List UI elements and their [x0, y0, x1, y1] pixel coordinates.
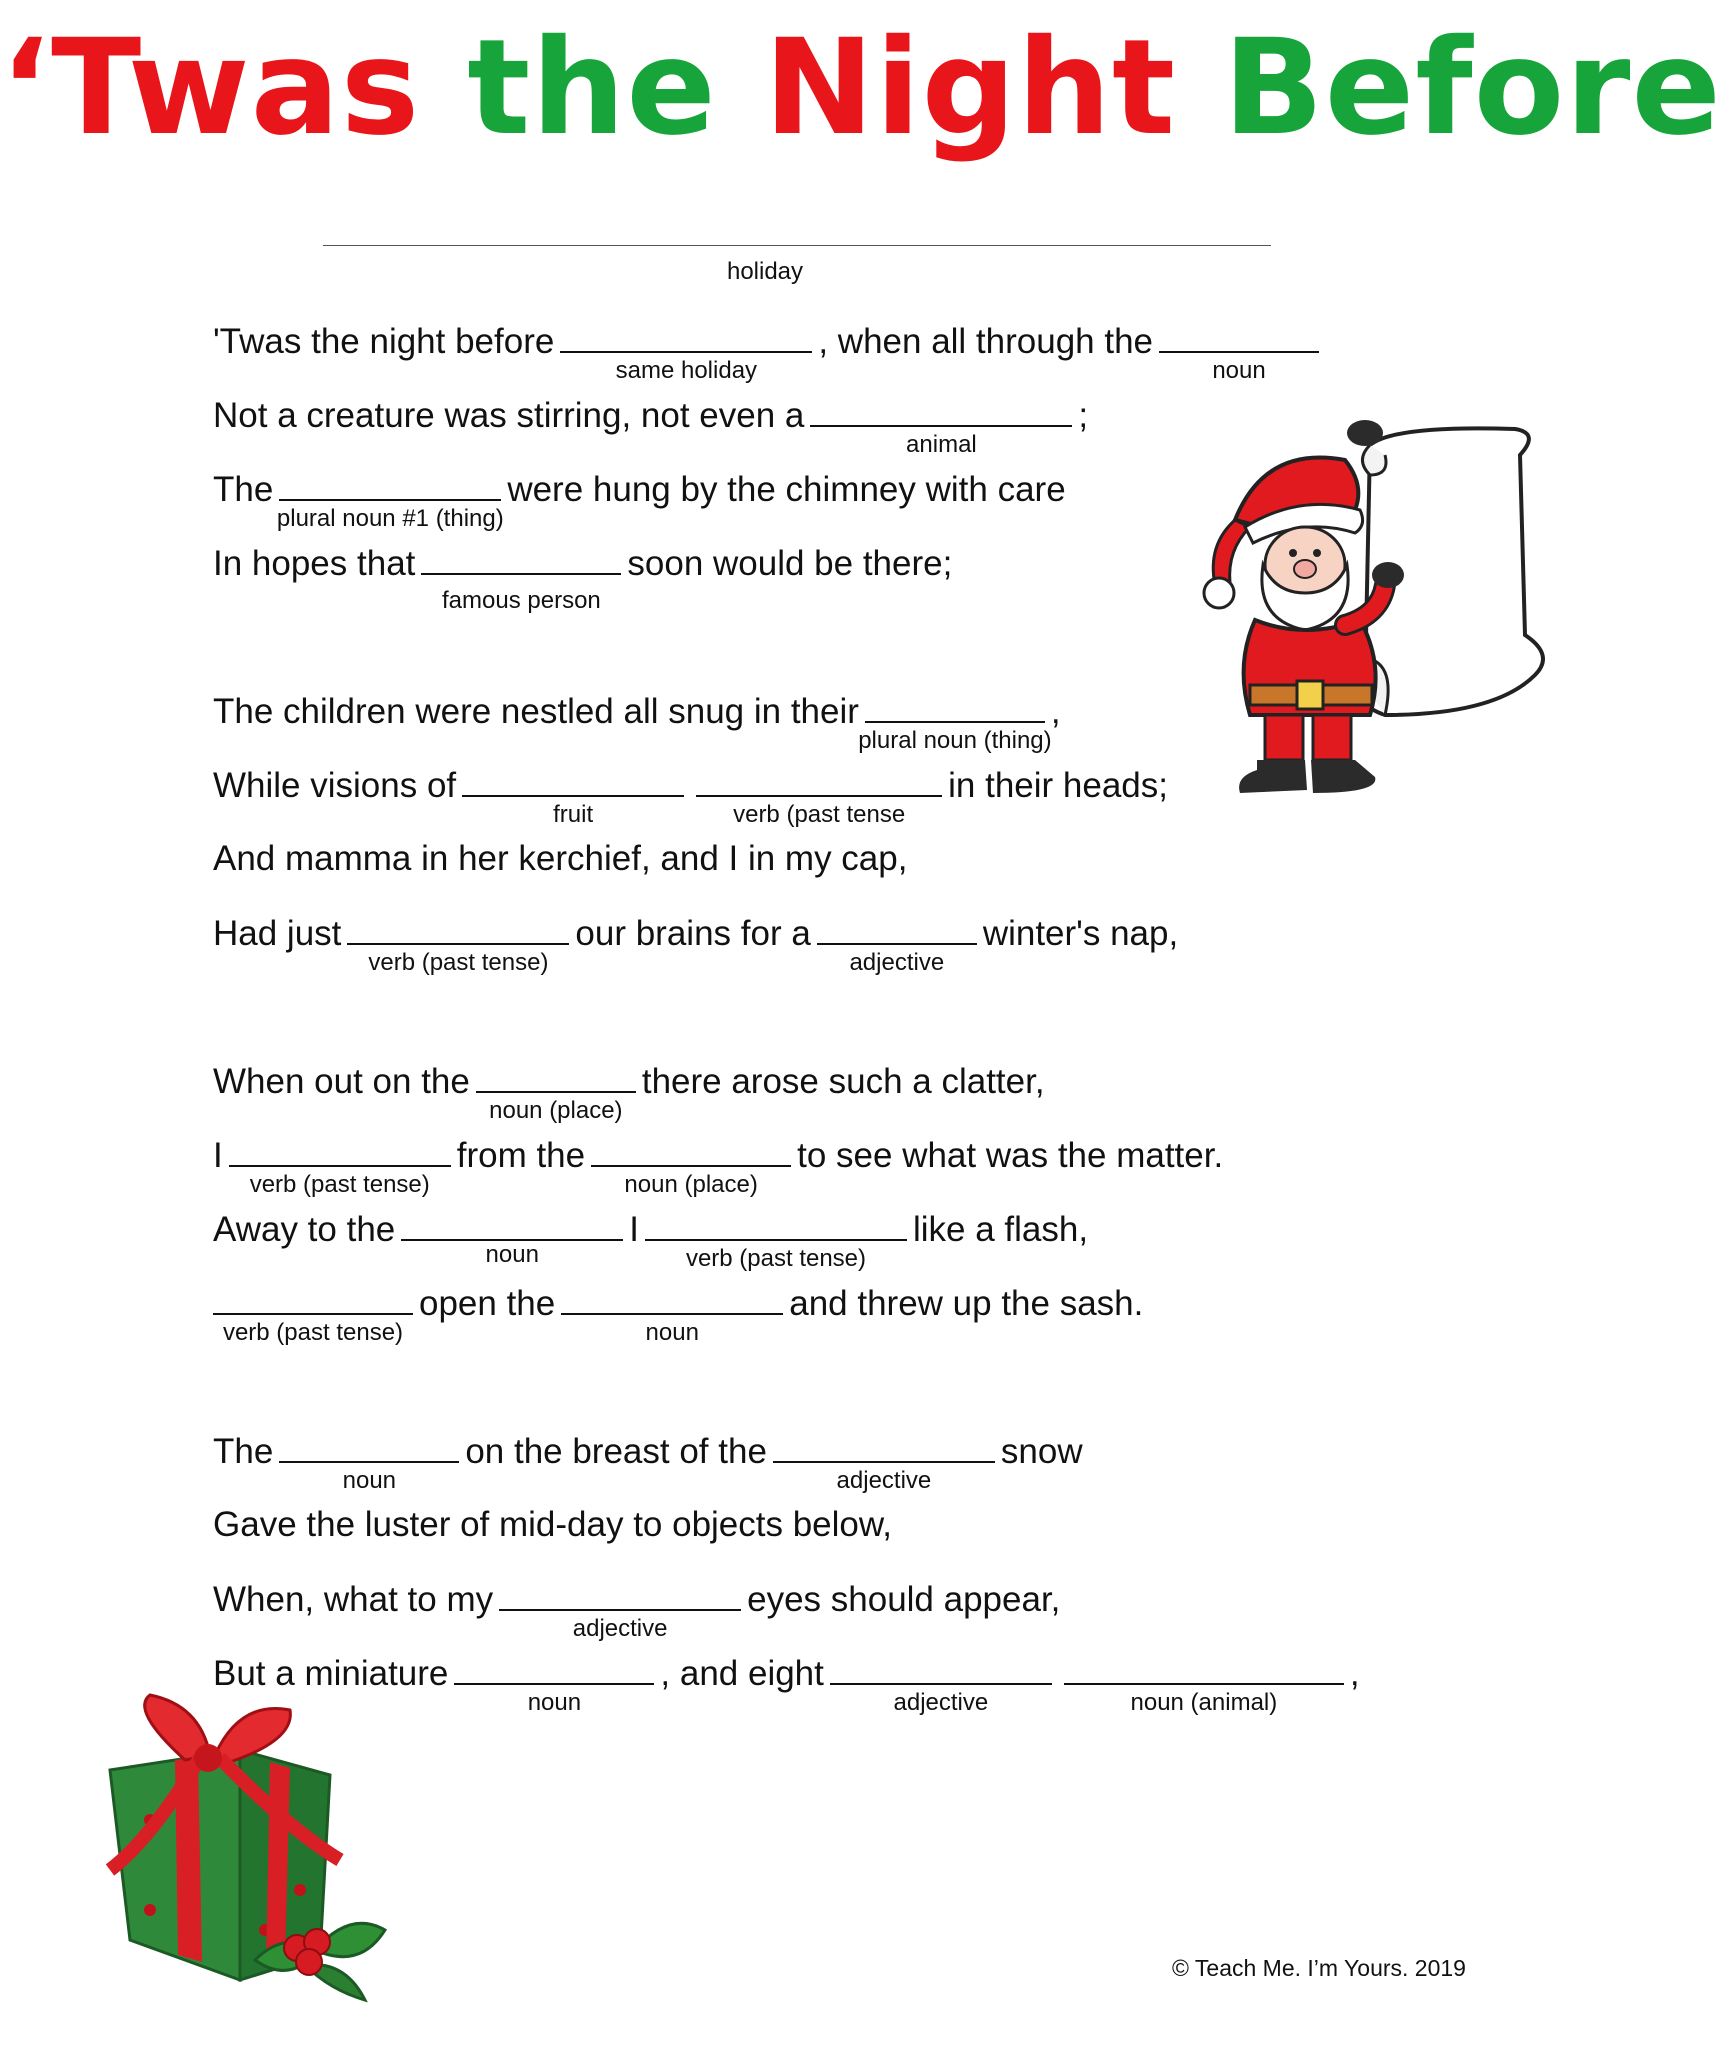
text: The	[213, 470, 274, 509]
blank-noun[interactable]	[454, 1655, 654, 1716]
blank-label: noun (place)	[489, 1097, 623, 1124]
blank-label: verb (past tense)	[249, 1171, 430, 1198]
text: Had just	[213, 914, 342, 953]
blank-verb-past[interactable]	[213, 1285, 413, 1346]
stanza4-line1	[213, 1432, 1083, 1494]
text: were hung by the chimney with care	[507, 470, 1066, 509]
stanza2-line1	[213, 692, 1061, 754]
text: But a miniature	[213, 1654, 449, 1693]
blank-label: noun	[1212, 357, 1266, 384]
stanza1-line1	[213, 322, 1325, 384]
blank-plural-noun[interactable]	[276, 471, 504, 532]
stanza1-line3	[213, 470, 1066, 532]
text: winter's nap,	[982, 914, 1179, 953]
blank-verb-past[interactable]	[229, 1137, 451, 1198]
text: ,	[1050, 692, 1061, 731]
stanza4-line2	[213, 1507, 892, 1542]
text: open the	[419, 1284, 556, 1323]
text: on the breast of the	[465, 1432, 767, 1471]
title-word-4: Before	[1223, 11, 1722, 165]
text: Gave the luster of mid-day to objects below,	[213, 1505, 892, 1544]
blank-label: noun	[645, 1319, 699, 1346]
blank-label: adjective	[836, 1467, 932, 1494]
blank-verb-past[interactable]	[645, 1211, 907, 1272]
holiday-label: holiday	[726, 258, 804, 285]
text: eyes should appear,	[747, 1580, 1061, 1619]
blank-adjective[interactable]	[773, 1433, 995, 1494]
text: ,	[1349, 1654, 1360, 1693]
blank-label: plural noun (thing)	[858, 727, 1052, 754]
blank-famous-person[interactable]	[421, 545, 621, 614]
text: our brains for a	[575, 914, 811, 953]
text: 'Twas the night before	[213, 322, 555, 361]
text: , and eight	[660, 1654, 824, 1693]
blank-label: adjective	[893, 1689, 989, 1716]
blank-noun[interactable]	[561, 1285, 783, 1346]
text: in their heads;	[948, 766, 1169, 805]
blank-label: fruit	[553, 801, 594, 828]
blank-label: plural noun #1 (thing)	[276, 505, 504, 532]
blank-adjective[interactable]	[817, 915, 977, 976]
text: soon would be there;	[627, 544, 953, 583]
text: The children were nestled all snug in their	[213, 692, 859, 731]
text: When out on the	[213, 1062, 470, 1101]
text: And mamma in her kerchief, and I in my cap,	[213, 839, 908, 878]
blank-noun-place[interactable]	[591, 1137, 791, 1198]
blank-label: verb (past tense	[733, 801, 906, 828]
blank-label: adjective	[849, 949, 945, 976]
text: I	[629, 1210, 639, 1249]
santa-with-scroll-icon	[1195, 415, 1545, 805]
text: from the	[456, 1136, 586, 1175]
blank-verb-past[interactable]	[347, 915, 569, 976]
copyright-footer: © Teach Me. I’m Yours. 2019	[1172, 1955, 1466, 1981]
holiday-blank[interactable]	[323, 245, 1271, 246]
blank-label: verb (past tense)	[222, 1319, 404, 1346]
blank-noun[interactable]	[401, 1211, 623, 1268]
blank-verb-past[interactable]	[696, 767, 942, 828]
blank-label: same holiday	[615, 357, 758, 384]
blank-label: noun	[342, 1467, 397, 1494]
text: When, what to my	[213, 1580, 494, 1619]
stanza2-line3	[213, 841, 907, 876]
text: The	[213, 1432, 274, 1471]
blank-adjective[interactable]	[499, 1581, 741, 1642]
page-title	[0, 11, 1722, 165]
title-word-1: ‘Twas	[0, 11, 421, 165]
text: to see what was the matter.	[797, 1136, 1224, 1175]
text: In hopes that	[213, 544, 416, 583]
blank-label: noun	[527, 1689, 582, 1716]
stanza3-line2	[213, 1136, 1224, 1198]
stanza4-line4	[213, 1654, 1360, 1716]
blank-same-holiday[interactable]	[560, 323, 812, 384]
blank-noun-place[interactable]	[476, 1063, 636, 1124]
text: While visions of	[213, 766, 457, 805]
stanza1-line4	[213, 544, 953, 614]
text: like a flash,	[912, 1210, 1089, 1249]
blank-label: famous person	[442, 587, 601, 614]
blank-label: verb (past tense)	[368, 949, 549, 976]
stanza1-line2	[213, 396, 1089, 458]
text: snow	[1000, 1432, 1083, 1471]
blank-plural-noun-thing[interactable]	[858, 693, 1052, 754]
text: there arose such a clatter,	[641, 1062, 1045, 1101]
stanza3-line3	[213, 1210, 1089, 1272]
blank-label: adjective	[572, 1615, 668, 1642]
text: and threw up the sash.	[789, 1284, 1144, 1323]
text: I	[213, 1136, 223, 1175]
blank-label: noun (animal)	[1130, 1689, 1278, 1716]
text: ;	[1078, 396, 1089, 435]
stanza2-line4	[213, 914, 1179, 976]
text: Not a creature was stirring, not even a	[213, 396, 805, 435]
blank-label: noun (place)	[624, 1171, 758, 1198]
title-word-3: Night	[763, 11, 1177, 165]
blank-label: noun	[485, 1241, 539, 1268]
blank-noun-animal[interactable]	[1064, 1655, 1344, 1716]
blank-fruit[interactable]	[462, 767, 684, 828]
text: Away to the	[213, 1210, 396, 1249]
holly-icon	[245, 1890, 395, 2010]
stanza3-line1	[213, 1062, 1045, 1124]
text: , when all through the	[818, 322, 1154, 361]
title-word-2: the	[467, 11, 717, 165]
blank-label: animal	[906, 431, 977, 458]
stanza3-line4	[213, 1284, 1144, 1346]
blank-label: verb (past tense)	[685, 1245, 867, 1272]
stanza4-line3	[213, 1580, 1061, 1642]
blank-noun[interactable]	[1159, 323, 1319, 384]
blank-noun[interactable]	[279, 1433, 459, 1494]
blank-adjective[interactable]	[830, 1655, 1052, 1716]
stanza2-line2	[213, 766, 1169, 828]
blank-animal[interactable]	[810, 397, 1072, 458]
